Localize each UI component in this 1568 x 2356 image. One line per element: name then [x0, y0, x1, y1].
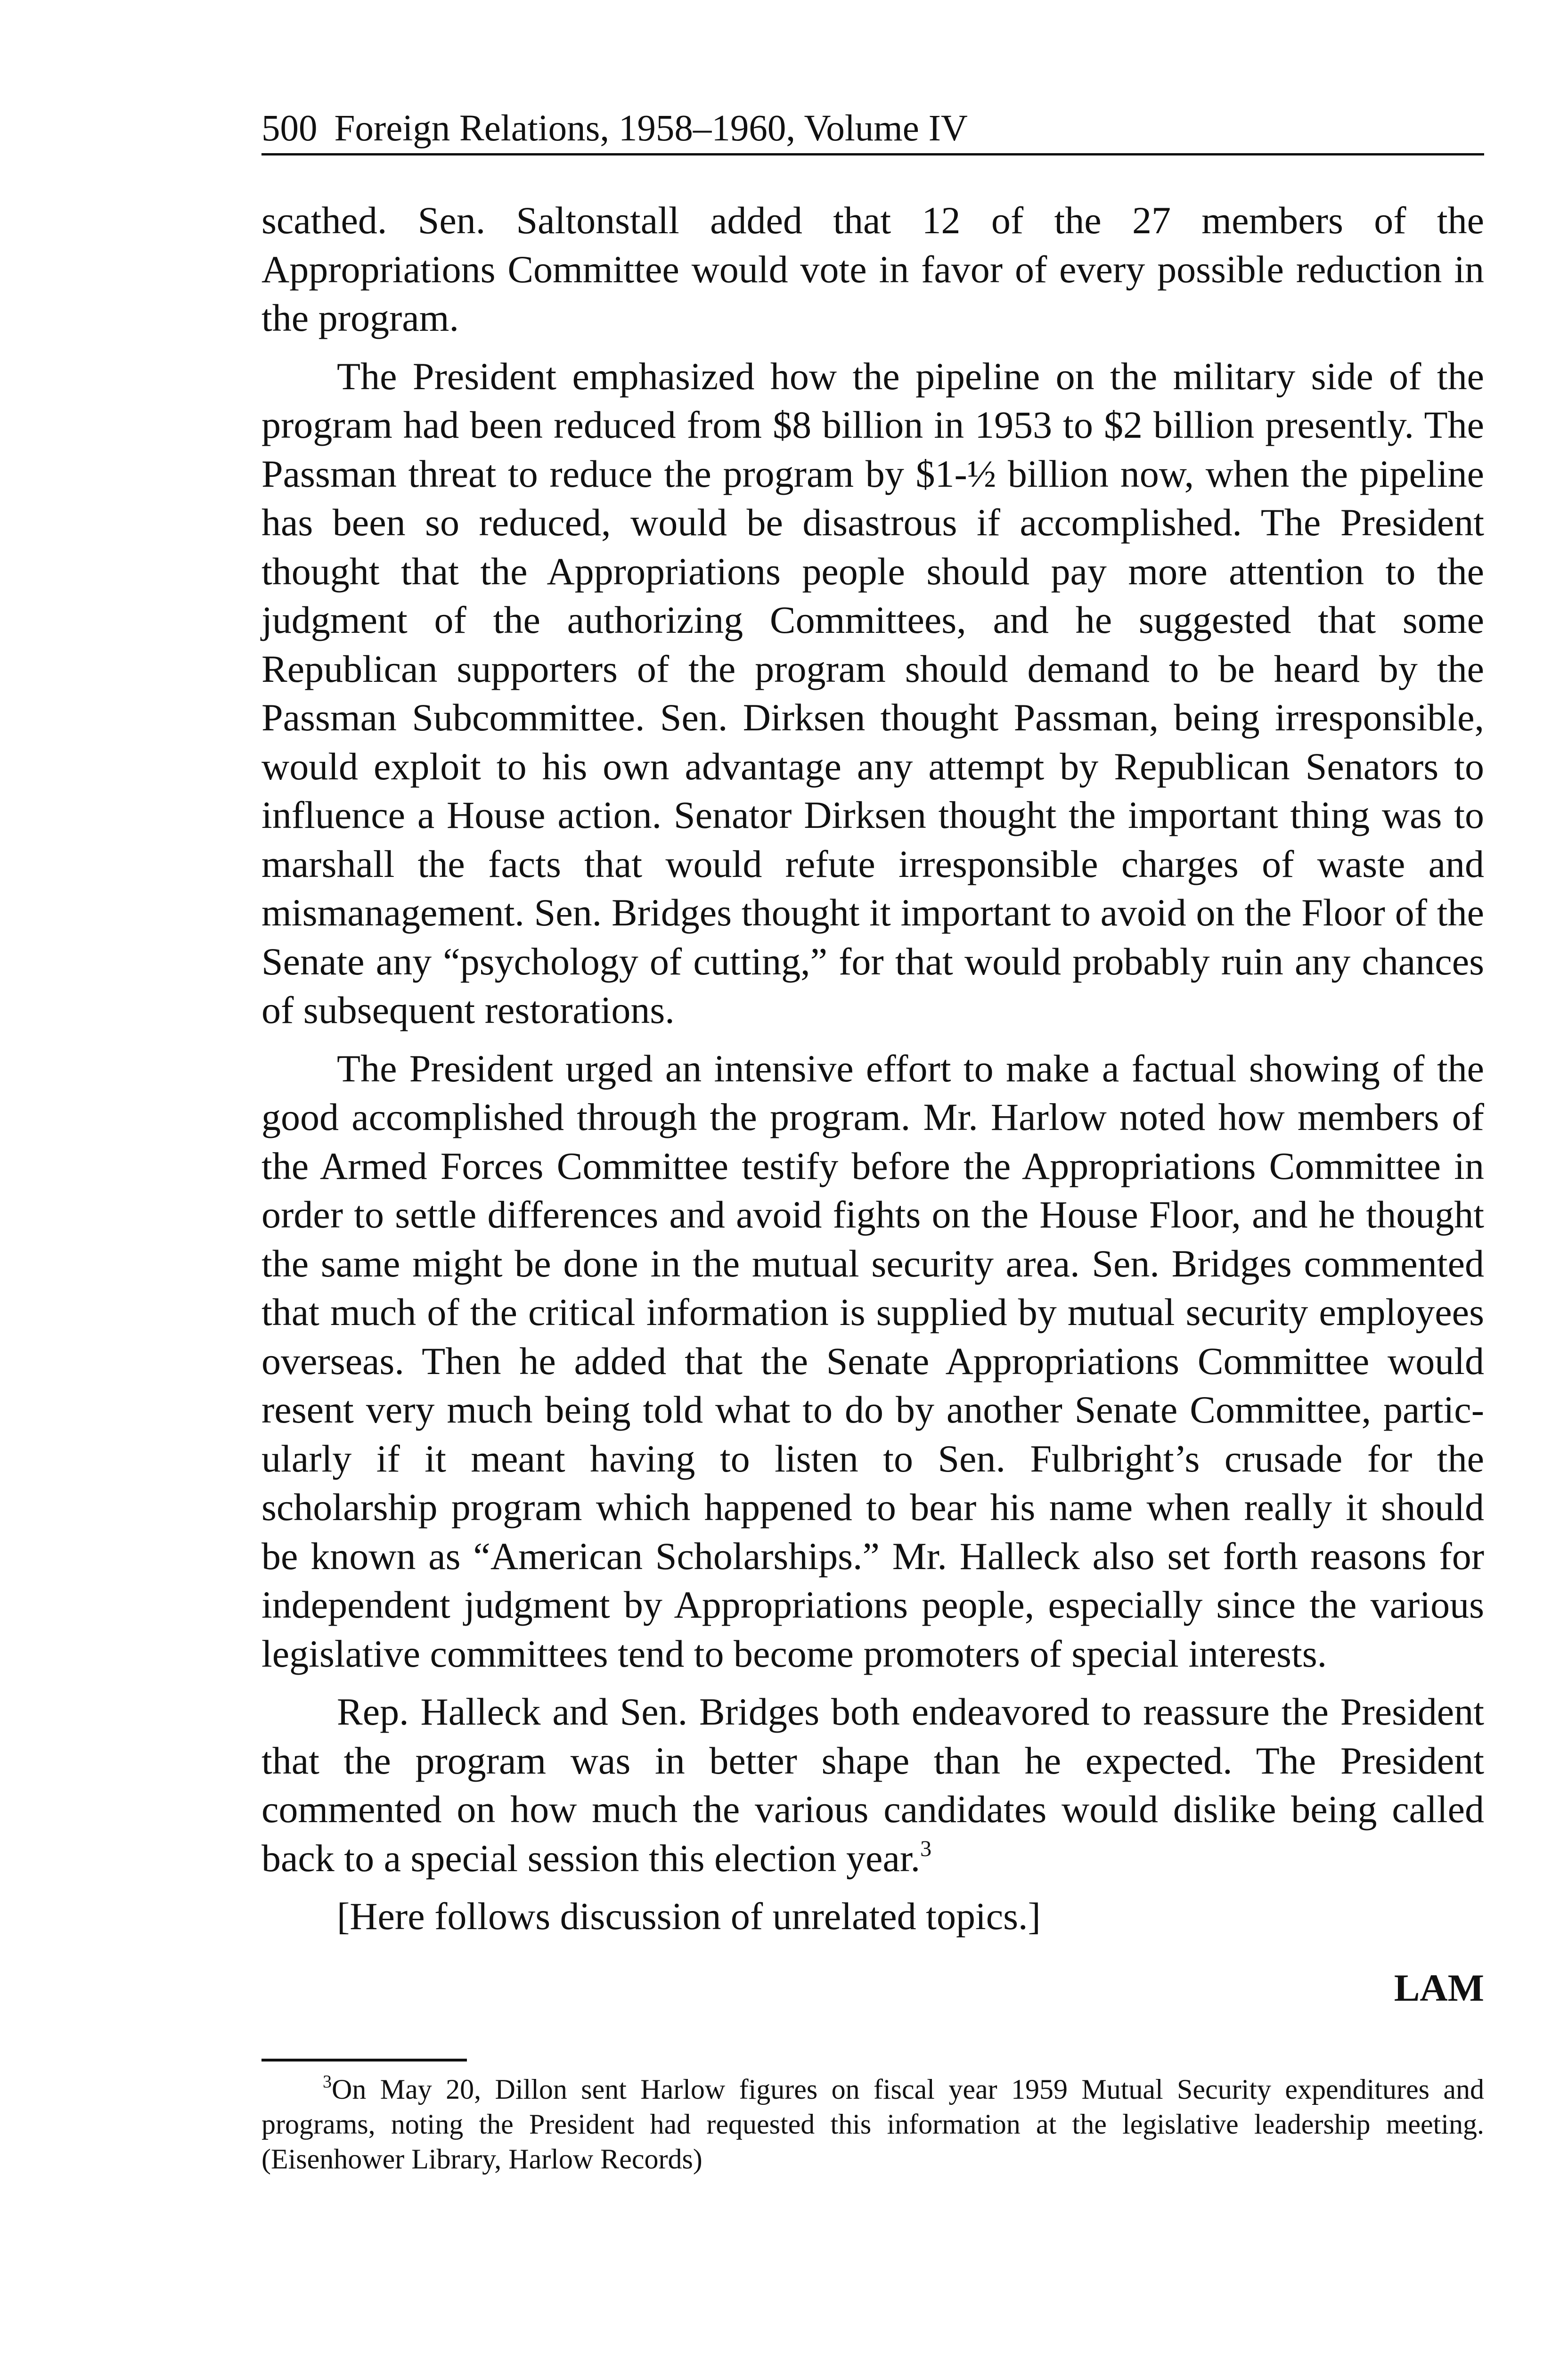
footnote — [261, 2072, 1484, 2176]
paragraph-continued: scathed. Sen. Saltonstall added that 12 of the 27 members of the Appropriations Committee would vote in favor of every possible reduction in the program. — [261, 199, 1484, 339]
editorial-note: [Here follows discussion of unrelated topics.] — [337, 1895, 1041, 1938]
running-header — [261, 106, 1484, 155]
signature-initials: LAM — [1394, 1966, 1484, 2009]
footnote-mark: 3 — [323, 2071, 332, 2092]
document-body — [261, 196, 1484, 1941]
footnote-reference: 3 — [920, 1836, 932, 1861]
page-number: 500 — [261, 108, 318, 149]
document-page — [261, 106, 1484, 2176]
paragraph-pipeline: The President emphasized how the pipeline on the military side of the program had been reduced from $8 billion in 1953 to $2 billion presently. The Passman threat to reduce the program by $1-½ billion now, when the pipeline has been so reduced, would be disastrous if accomplished. The President thought that the Appropriations people should pay more attention to the judgment of the authorizing Committees, and he suggested that some Republican supporters of the program should demand to be heard by the Passman Subcommittee. Sen. Dirksen thought Passman, being irresponsible, would exploit to his own advantage any attempt by Republican Senators to influence a House action. Senator Dirksen thought the important thing was to marshall the facts that would refute irresponsible charges of waste and mismanagement. Sen. Bridges thought it important to avoid on the Floor of the Senate any “psychology of cutting,” for that would probably ruin any chances of subsequent restorations. — [261, 354, 1484, 1031]
paragraph-factual-showing: The President urged an intensive effort to make a factual showing of the good accomplished through the program. Mr. Harlow noted how members of the Armed Forces Committee testify before the Appropriations Committee in order to settle differences and avoid fights on the House Floor, and he thought the same might be done in the mutual security area. Sen. Bridges commented that much of the critical information is supplied by mutual security employees overseas. Then he added that the Senate Appropriations Committee would resent very much being told what to do by another Senate Committee, particularly if it meant having to listen to Sen. Fulbright’s crusade for the scholarship program which happened to bear his name when really it should be known as “American Scholarships.” Mr. Halleck also set forth reasons for independent judgment by Appropriations people, especially since the various legislative committees tend to become promoters of special interests. — [261, 1047, 1484, 1675]
footnote-divider — [261, 2059, 467, 2062]
paragraph-reassurance — [261, 1687, 1484, 1882]
paragraph-reassurance-text: Rep. Halleck and Sen. Bridges both endeavored to reassure the President that the program was in better shape than he expected. The President commented on how much the various candidates would dislike being called back to a special session this election year. — [261, 1690, 1484, 1880]
footnote-text: On May 20, Dillon sent Harlow figures on fiscal year 1959 Mutual Security expenditures and programs, noting the President had requested this information at the legislative leadership meeting. (Eisenhower Library, Harlow Records) — [261, 2073, 1484, 2175]
volume-title: Foreign Relations, 1958–1960, Volume IV — [334, 108, 968, 149]
